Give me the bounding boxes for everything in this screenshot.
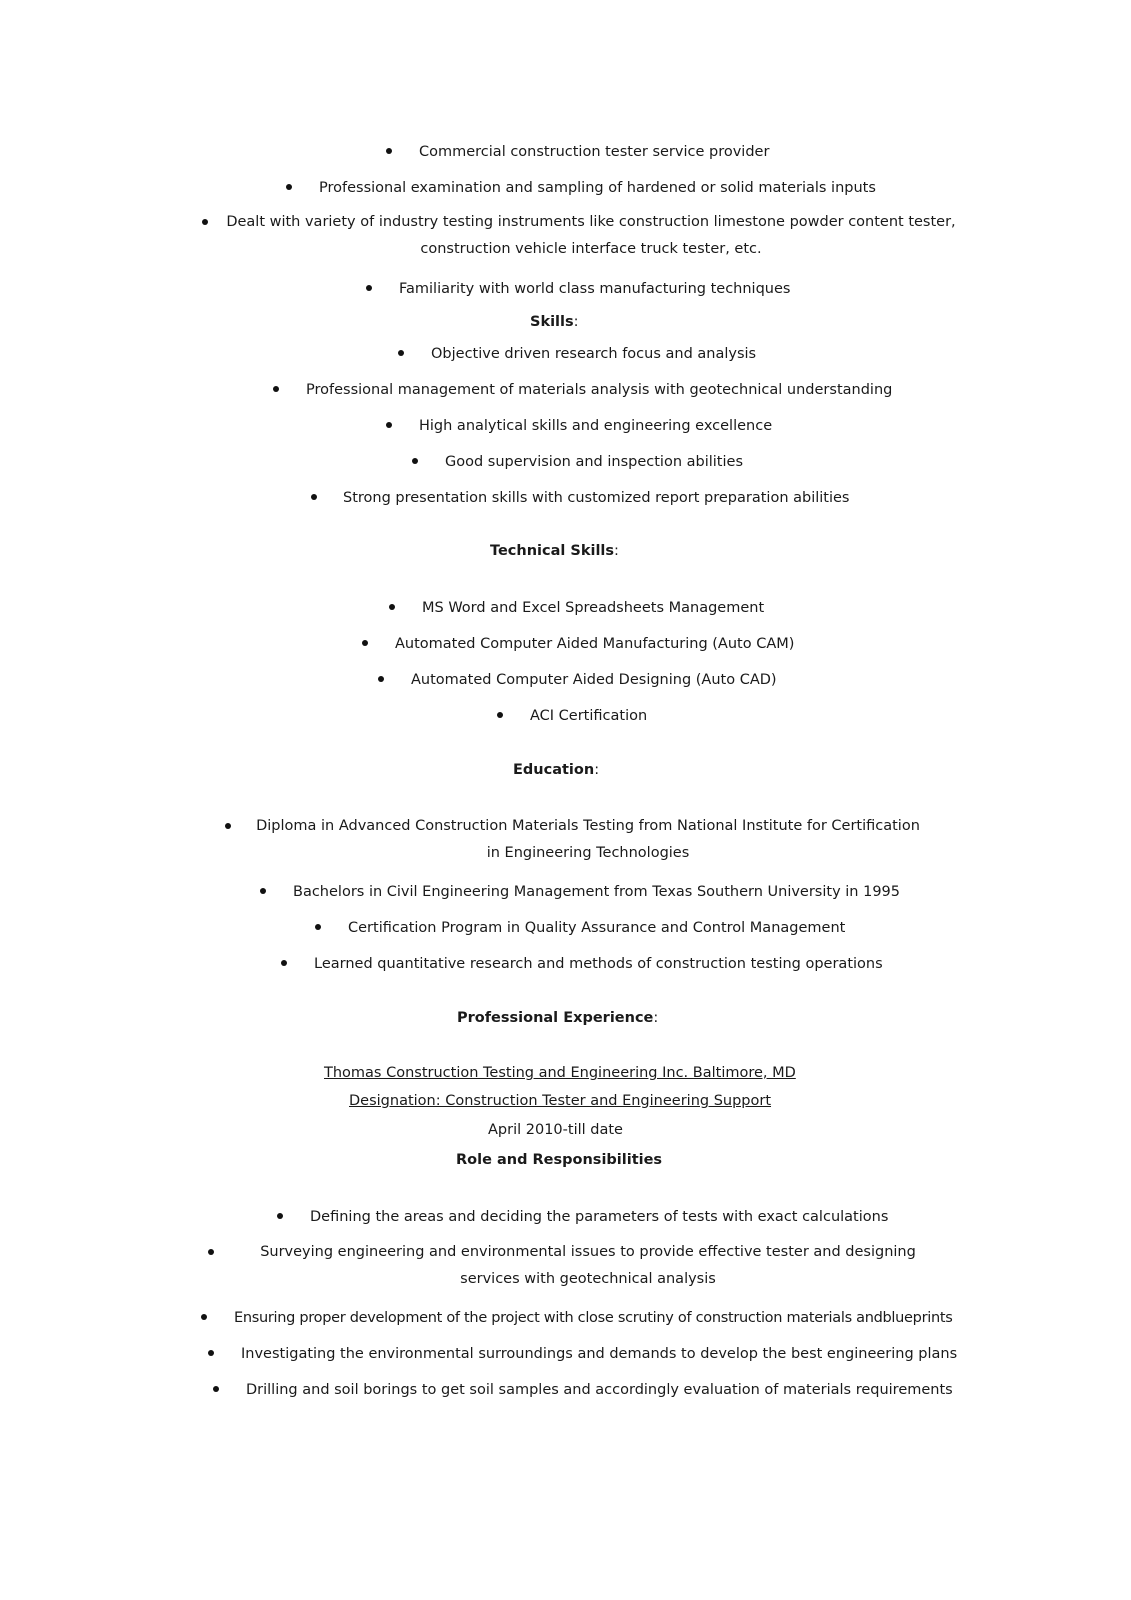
bullet-icon — [202, 219, 208, 225]
bullet-icon — [225, 823, 231, 829]
bullet-icon — [389, 604, 395, 610]
bullet-icon — [497, 712, 503, 718]
bullet-icon — [311, 494, 317, 500]
bullet-icon — [398, 350, 404, 356]
bullet-icon — [386, 422, 392, 428]
bullet-icon — [362, 640, 368, 646]
bullet-icon — [378, 676, 384, 682]
bullet-icon — [386, 148, 392, 154]
bullet-icon — [208, 1249, 214, 1255]
resume-page: Commercial construction tester service provider Professional examination and sampling of hardened or solid materials inputs Dealt with variety of industry testing instruments like construction limestone powder content tester, construction vehicle interface truck tester, etc. Familiarity with world class manufacturing techniques Skills: Objective driven research focus and analysis Professional management of materials analysis with geotechnical understanding High analytical skills and engineering excellence Good supervision and inspection abilities Strong presentation skills with customized report preparation abilities Technical Skills: MS Word and Excel Spreadsheets Management Automated Computer Aided Manufacturing (Auto CAM) Automated Computer Aided Designing (Auto CAD) ACI Certification Education: Diploma in Advanced Construction Materials Testing from National Institute for Certification in Engineering Technologies Bachelors in Civil Engineering Management from Texas Southern University in 1995 Certification Program in Quality Assurance and Control Management Learned quantitative research and methods of construction testing operations Professional Experience: Thomas Construction Testing and Engineering Inc. Baltimore, MD Designation: Construction Tester and Engineering Support April 2010-till date Role and Responsibilities Defining the areas and deciding the parameters of tests with exact calculations Surveying engineering and environmental issues to provide effective tester and designing services with geotechnical analysis Ensuring proper development of the project with close scrutiny of construction materials andblueprints Investigating the environmental surroundings and demands to develop the best engineering plans Drilling and soil borings to get soil samples and accordingly evaluation of materials requirements — [0, 0, 1131, 1600]
bullet-icon — [412, 458, 418, 464]
bullet-icon — [366, 285, 372, 291]
bullet-icon — [281, 960, 287, 966]
bullet-icon — [277, 1213, 283, 1219]
bullet-icon — [315, 924, 321, 930]
bullet-icon — [286, 184, 292, 190]
bullet-icon — [273, 386, 279, 392]
bullet-icon — [213, 1386, 219, 1392]
bullet-icon — [208, 1350, 214, 1356]
bullet-icon — [201, 1314, 207, 1320]
bullet-icon — [260, 888, 266, 894]
